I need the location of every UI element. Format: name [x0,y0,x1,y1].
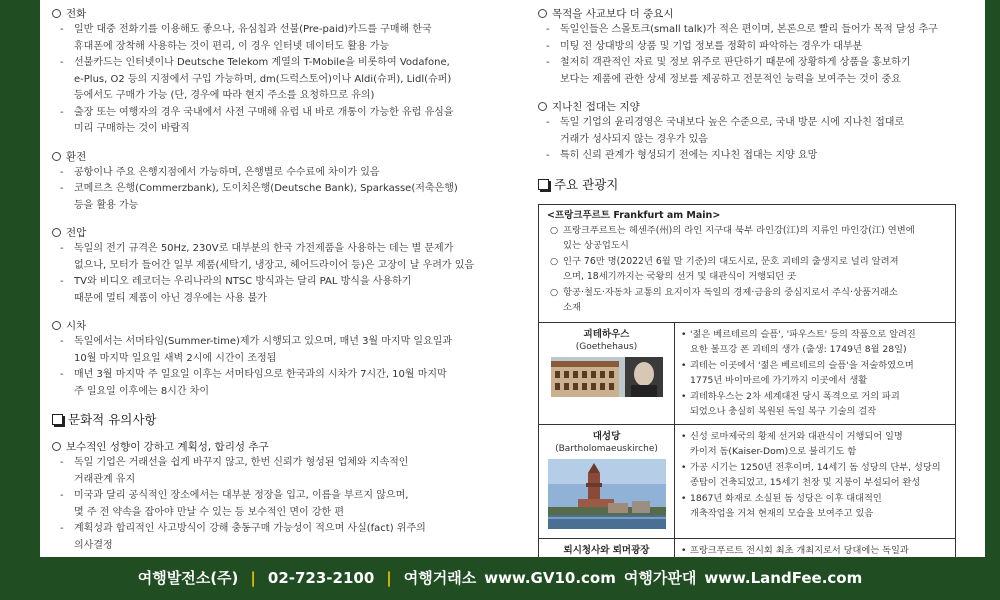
bullet-dot-icon: • [681,544,687,556]
section-item-text: e-Plus, O2 등의 지점에서 구입 가능하며, dm(드럭스토어)이나 Aldi(슈퍼), Lidl(슈퍼) [74,73,452,85]
dash-bullet-icon: - [60,369,64,380]
sight-bullet [681,491,949,507]
section-item-text: 선불카드는 인터넷이나 Deutsche Telekom 계열의 T-Mobile을 비롯하여 Vodafone, [74,57,450,68]
frankfurt-item-text: 으며, 18세기까지는 국왕의 선거 및 대관식이 거행되던 곳 [563,271,797,282]
dash-bullet-icon: - [60,183,64,194]
sight-bullet-text: 개축작업을 거쳐 현재의 모습을 보여주고 있음 [690,508,874,519]
section-item-text: TV와 비디오 레코더는 우리나라의 NTSC 방식과는 달리 PAL 방식을 사용하기 [74,276,412,287]
sight-row [539,539,955,558]
frankfurt-item-text: 인구 76만 명(2022년 6월 말 기준)의 대도시로, 문호 괴테의 출생지로 널리 알려져 [563,255,899,267]
frankfurt-item [547,223,947,239]
dash-bullet-icon: - [546,57,550,68]
sight-bullet [681,327,949,343]
section-heading-text: 전압 [66,227,87,239]
sight-bullet-text: 가공 시기는 1250년 전후이며, 14세기 돔 성당의 단부, 성당의 [690,461,941,473]
section-item [52,121,502,138]
section-heading [52,149,502,165]
section-item [52,505,502,522]
section-heading-text: 보수적인 성향이 강하고 계획성, 합리성 추구 [66,441,269,453]
section-item-text: 독일인들은 스몰토크(small talk)가 적은 편이며, 본론으로 빨리 들어가 목적 달성 추구 [560,24,938,35]
circle-bullet-icon [52,228,61,237]
section-item-text: 휴대폰에 장착해 사용하는 것이 편리, 이 경우 인터넷 데이터도 활용 가능 [74,40,390,52]
footer-phone: 02-723-2100 [267,569,375,587]
section-item [52,55,502,72]
frankfurt-item [547,285,947,301]
section-heading [538,6,975,22]
section-item-text: 독일의 전기 규격은 50Hz, 230V로 대부분의 한국 가전제품을 사용하는 데는 별 문제가 [74,243,454,254]
section-item [52,455,502,472]
section-item [538,55,975,72]
section-item [52,291,502,308]
cathedral-photo [543,455,670,533]
section-item [52,538,502,555]
info-section [52,225,502,307]
section-item [538,72,975,89]
sight-name-cell [539,539,675,558]
section-item-text: 코메르츠 은행(Commerzbank), 도이치은행(Deutsche Bank), Sparkasse(저축은행) [74,183,458,194]
section-heading-text: 시차 [66,320,87,332]
dash-bullet-icon: - [546,117,550,128]
footer-bar [0,557,1000,600]
section-heading [52,225,502,241]
checkbox-square-icon [52,414,63,425]
frankfurt-box [539,205,955,323]
section-item [538,148,975,165]
frankfurt-item [547,254,947,270]
checkbox-square-icon [538,179,549,190]
section-item-text: 미리 구매하는 것이 바람직 [74,123,190,134]
info-section [52,6,502,138]
section-heading [538,99,975,115]
bullet-dot-icon: • [681,390,687,402]
info-section [52,439,502,554]
circle-bullet-icon [52,152,61,161]
bullet-dot-icon: • [681,492,687,504]
bullet-dot-icon: • [681,359,687,371]
frankfurt-item-text: 소재 [563,302,581,313]
bullet-dot-icon: • [681,430,687,442]
section-item [538,39,975,56]
frankfurt-title: <프랑크푸르트 Frankfurt am Main> [547,209,721,221]
sight-subname: (Bartholomaeuskirche) [555,443,658,454]
dash-bullet-icon: - [546,40,550,52]
section-item [52,241,502,258]
sight-bullet-text: '젊은 베르테르의 슬픔', '파우스트' 등의 작품으로 알려진 [690,328,916,340]
dash-bullet-icon: - [60,276,64,287]
section-item-text: 없으나, 모터가 들어간 일부 제품(세탁기, 냉장고, 헤어드라이어 등)은 고장이 날 우려가 있음 [74,259,475,271]
sight-bullet [681,404,949,420]
section-item-text: 등을 활용 가능 [74,199,139,211]
info-section [52,318,502,400]
major-heading-text: 주요 관광지 [554,176,619,192]
sight-bullet [681,429,949,445]
footer-site1-label: 여행거래소 [403,569,477,587]
sight-bullet-text: 요한 볼프강 폰 괴테의 생가 (출생: 1749년 8월 28일) [690,344,907,355]
circle-bullet-icon [538,102,547,111]
dash-bullet-icon: - [60,166,64,178]
section-item-text: 몇 주 전 약속을 잡아야 만날 수 있는 등 보수적인 면이 강한 편 [74,506,344,518]
sight-bullet-text: 1867년 화재로 소실된 돔 성당은 이후 대대적인 [690,492,882,504]
info-section [538,99,975,165]
sight-name-cell [539,425,675,538]
dash-bullet-icon: - [60,490,64,501]
section-item [52,258,502,275]
dash-bullet-icon: - [60,57,64,68]
sight-bullet-text: 신성 로마제국의 황제 선거와 대관식이 거행되어 일명 [690,430,903,442]
major-heading [52,411,502,429]
sight-row [539,425,955,539]
sight-desc-cell [675,425,955,538]
sight-row [539,323,955,425]
footer-separator: | [386,569,392,587]
dash-bullet-icon: - [546,24,550,35]
sight-name-cell [539,323,675,424]
section-item-text: 10월 마지막 일요일 새벽 2시에 시간이 조정됨 [74,352,277,364]
sight-bullet [681,389,949,405]
section-heading-text: 목적을 사교보다 더 중요시 [552,8,674,20]
sight-name: 뢰시청사와 뢰머광장 [563,544,650,556]
frankfurt-item-text: 프랑크푸르트는 헤센주(州)의 라인 지구대 북부 라인강(江)의 지류인 마인강(江) 연변에 [563,224,915,236]
dash-bullet-icon: - [60,457,64,468]
bullet-dot-icon: • [681,461,687,473]
section-item-text: 계획성과 합리적인 사고방식이 강해 충동구매 가능성이 적으며 사실(fact) 위주의 [74,523,426,534]
section-item-text: 독일에서는 서머타임(Summer-time)제가 시행되고 있으며, 매년 3월 마지막 일요일과 [74,336,453,347]
section-heading-text: 전화 [66,8,87,20]
footer-site2-label: 여행가판대 [623,569,697,587]
section-item [52,22,502,39]
section-item [52,488,502,505]
section-item [52,384,502,401]
bullet-dot-icon: • [681,328,687,340]
dash-bullet-icon: - [546,150,550,161]
info-section [538,6,975,88]
circle-bullet-icon [52,9,61,18]
sight-bullet-text: 종탑이 건축되었고, 15세기 천장 및 지붕이 부설되어 완성 [690,477,921,488]
circle-bullet-icon: ○ [550,255,559,267]
frankfurt-item [547,300,947,316]
sight-bullet-text: 프랑크푸르트 전시회 최초 개최지로서 당대에는 독일과 [690,544,909,556]
section-item-text: 보다는 제품에 관한 상세 정보를 제공하고 전문적인 능력을 보여주는 것이 중요 [560,73,901,85]
section-item [52,165,502,182]
section-item-text: 공항이나 주요 은행지점에서 가능하며, 은행별로 수수료에 차이가 있음 [74,166,380,178]
circle-bullet-icon [52,442,61,451]
sight-bullet [681,543,949,558]
section-item-text: 일반 대중 전화기를 이용해도 좋으나, 유심칩과 선불(Pre-paid)카드를 구매해 한국 [74,24,432,35]
section-item [52,105,502,122]
attractions-table [538,204,956,558]
section-item [52,39,502,56]
section-item [52,367,502,384]
section-item [538,115,975,132]
sight-name: 대성당 [592,430,621,442]
section-item-text: 미국과 달리 공식적인 장소에서는 대부분 정장을 입고, 이름을 부르지 않으며, [74,490,409,501]
section-item-text: 특히 신뢰 관계가 형성되기 전에는 지나친 접대는 지양 요망 [560,150,818,161]
dash-bullet-icon: - [60,336,64,347]
section-item-text: 등에서도 구매가 가능 (단, 경우에 따라 현지 주소를 요청하므로 유의) [74,90,375,101]
section-item [52,521,502,538]
sight-bullet-text: 1775년 바이마르에 가기까지 이곳에서 생활 [690,375,868,386]
sight-bullet-text: 괴테하우스는 2차 세계대전 당시 폭격으로 거의 파괴 [690,390,900,402]
sight-subname: (Goethehaus) [575,341,638,352]
goethe-house-photo [543,353,670,401]
section-item [52,181,502,198]
section-item-text: 독일 기업의 윤리경영은 국내보다 높은 수준으로, 국내 방문 시에 지나친 접대로 [560,117,905,128]
footer-company: 여행발전소(주) [137,569,239,587]
sight-bullet-text: 카이저 돔(Kaiser-Dom)으로 불리기도 함 [690,446,857,457]
section-item [538,22,975,39]
sight-name: 괴테하우스 [583,328,630,340]
section-item [52,334,502,351]
section-item [52,198,502,215]
section-item [538,132,975,149]
circle-bullet-icon [538,9,547,18]
frankfurt-item-text: 항공·철도·자동차 교통의 요지이자 독일의 경제·금융의 중심지로서 주식·상품거래소 [563,286,898,298]
sight-bullet [681,444,949,460]
sight-bullet [681,358,949,374]
left-column [52,6,502,557]
sight-bullet [681,506,949,522]
section-item-text: 미팅 전 상대방의 상품 및 기업 정보를 정확히 파악하는 경우가 대부분 [560,40,863,52]
section-item [52,88,502,105]
section-item-text: 철저히 객관적인 자료 및 정보 위주로 판단하기 때문에 장황하게 상품을 홍보하기 [560,57,911,68]
sight-bullet [681,460,949,476]
sight-bullet [681,373,949,389]
sight-desc-cell [675,323,955,424]
section-item-text: 의사결정 [74,539,113,551]
right-column [538,6,975,557]
circle-bullet-icon: ○ [550,286,559,298]
section-heading-text: 지나친 접대는 지양 [552,101,640,113]
section-item-text: 주 일요일 이후에는 8시간 차이 [74,385,209,397]
section-heading [52,439,502,455]
section-item [52,351,502,368]
section-item-text: 거래가 성사되지 않는 경우가 있음 [560,133,708,145]
section-heading [52,318,502,334]
section-heading [52,6,502,22]
circle-bullet-icon: ○ [550,224,559,236]
frankfurt-item-text: 있는 상공업도시 [563,240,629,251]
info-section [52,149,502,215]
major-heading-text: 문화적 유의사항 [68,412,157,427]
frankfurt-item [547,238,947,254]
sight-bullet [681,342,949,358]
major-heading [538,176,975,194]
sight-bullet-text: 되었으나 충실히 복원된 독일 복구 기술의 걸작 [690,406,877,417]
circle-bullet-icon [52,321,61,330]
footer-separator: | [250,569,256,587]
dash-bullet-icon: - [60,243,64,254]
dash-bullet-icon: - [60,24,64,35]
section-heading-text: 환전 [66,150,87,163]
dash-bullet-icon: - [60,106,64,118]
document-page [40,0,985,557]
dash-bullet-icon: - [60,523,64,534]
section-item-text: 매년 3월 마지막 주 일요일 이후는 서머타임으로 한국과의 시차가 7시간, 10월 마지막 [74,369,447,380]
sight-desc-cell [675,539,955,558]
section-item [52,274,502,291]
sight-bullet-text: 괴테는 이곳에서 '젊은 베르테르의 슬픔'을 저술하였으며 [690,359,914,371]
footer-site2-url[interactable]: www.LandFee.com [704,569,863,587]
section-item-text: 때문에 멀티 제품이 아닌 경우에는 사용 불가 [74,292,267,304]
section-item-text: 독일 기업은 거래선을 쉽게 바꾸지 않고, 한번 신뢰가 형성된 업체와 지속적인 [74,457,409,468]
frankfurt-item [547,269,947,285]
footer-site1-url[interactable]: www.GV10.com [484,569,616,587]
section-item [52,472,502,489]
section-item-text: 출장 또는 여행자의 경우 국내에서 사전 구매해 유럽 내 바로 개통이 가능한 유럽 유심을 [74,106,454,118]
section-item [52,72,502,89]
section-item-text: 거래관계 유지 [74,473,136,485]
sight-bullet [681,475,949,491]
